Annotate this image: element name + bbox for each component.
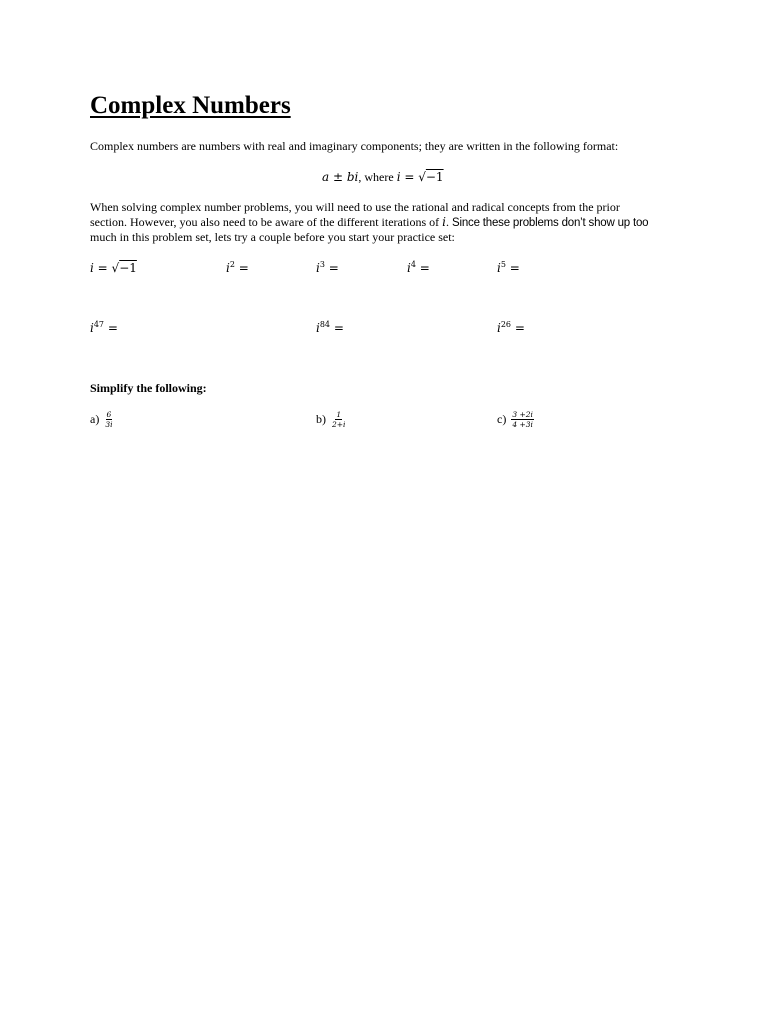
power-exponent: 26 [500,320,512,329]
power-i-26 [497,321,525,335]
intro-text: Complex numbers are numbers with real and imaginary components; they are written in the following format: [90,139,619,153]
fraction [104,410,113,429]
problem-label: b) [316,412,326,426]
problem-label: c) [497,412,507,426]
simplify-heading: Simplify the following: [90,381,207,395]
problem-c [497,410,534,429]
fraction-denominator: 3i [105,420,113,429]
power-exponent: 84 [319,320,331,329]
power-exponent: 47 [93,320,105,329]
paragraph-i: i [442,215,447,229]
power-i-2 [226,261,249,275]
power-exponent: 3 [319,260,325,269]
fraction-numerator: 1 [336,410,342,419]
paragraph-line-2b: Since these problems don’t show up too [452,217,649,229]
paragraph-line-1: When solving complex number problems, you will need to use the rational and radical concepts from the prior [90,200,620,214]
paragraph-line-2a: section. However, you also need to be aware of the different iterations of [90,215,443,229]
power-equals: = [104,321,118,335]
format-sqrt-sign: √ [418,170,426,184]
fraction [511,410,534,429]
power-radicand: −1 [119,261,137,275]
format-i: i [396,170,401,184]
power-base: i [497,261,501,275]
format-comma: , [358,170,362,184]
power-exponent: 2 [229,260,235,269]
power-exponent: 4 [410,260,416,269]
format-where: where [361,170,397,184]
power-equals: = [511,321,525,335]
problem-b [316,410,346,429]
problem-label: a) [90,412,100,426]
page-title: Complex Numbers [90,92,291,119]
paragraph-line-2 [90,215,648,231]
power-i-4 [407,261,430,275]
format-equals: = [400,170,419,184]
power-i-84 [316,321,344,335]
paragraph-dot: . [446,215,453,229]
power-equals: = [415,261,430,275]
power-i-1 [90,261,137,275]
power-exponent: 5 [500,260,506,269]
power-equals: = [324,261,339,275]
power-base: i [90,261,94,275]
power-equals: = [330,321,344,335]
power-sqrt-sign: √ [111,261,120,275]
power-base: i [316,321,320,335]
problem-a [90,410,114,429]
fraction-numerator: 6 [106,410,112,419]
power-i-47 [90,321,118,335]
power-i-5 [497,261,520,275]
fraction-denominator: 4 +3i [512,420,533,429]
format-expression: a ± bi [322,170,359,184]
power-base: i [90,321,94,335]
power-base: i [407,261,411,275]
format-formula [322,170,444,185]
power-base: i [497,321,501,335]
power-base: i [226,261,230,275]
paragraph-line-3: much in this problem set, lets try a couple before you start your practice set: [90,230,455,244]
power-equals: = [93,261,112,275]
format-radicand: −1 [425,170,444,184]
power-i-3 [316,261,339,275]
power-base: i [316,261,320,275]
fraction-denominator: 2+i [332,420,346,429]
power-equals: = [505,261,520,275]
fraction-numerator: 3 +2i [512,410,533,419]
fraction [331,410,346,429]
power-equals: = [234,261,249,275]
